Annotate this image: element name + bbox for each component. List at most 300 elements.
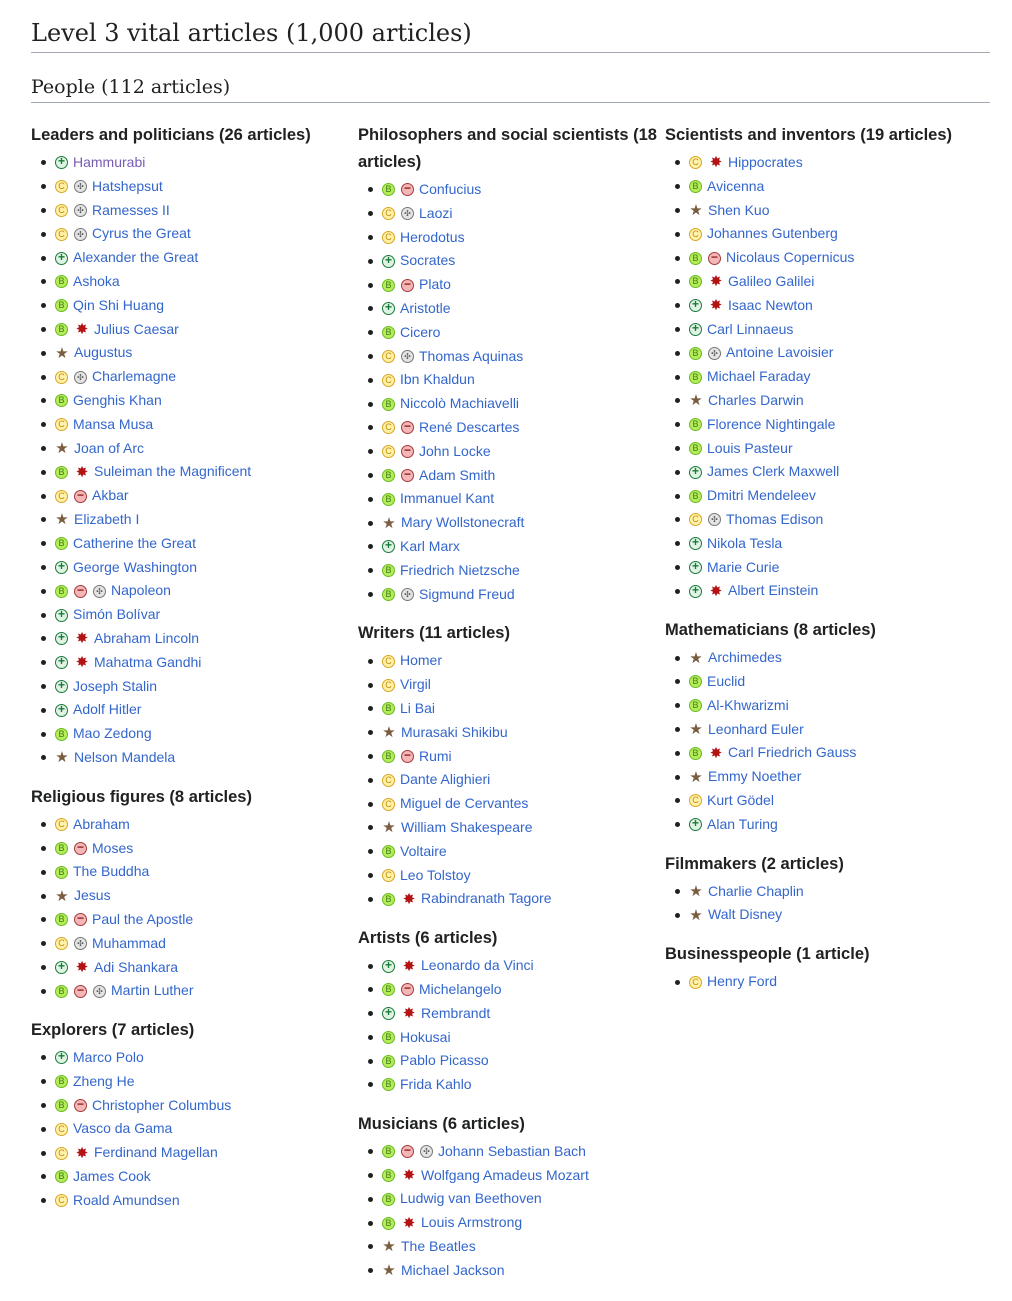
- article-link[interactable]: Akbar: [92, 487, 129, 504]
- stub-star-icon[interactable]: ★: [382, 1262, 396, 1280]
- article-link[interactable]: Karl Marx: [400, 537, 460, 554]
- b-class-icon[interactable]: B: [382, 1055, 395, 1068]
- article-link[interactable]: Genghis Khan: [73, 391, 162, 408]
- article-link[interactable]: Walt Disney: [708, 906, 783, 923]
- article-link[interactable]: Sigmund Freud: [419, 585, 515, 602]
- category-section: [31, 122, 331, 770]
- former-good-article-icon[interactable]: −: [401, 421, 414, 434]
- cleanup-icon[interactable]: ✣: [401, 207, 414, 220]
- cleanup-icon[interactable]: ✣: [74, 204, 87, 217]
- article-link[interactable]: Euclid: [707, 672, 746, 689]
- article-link[interactable]: Napoleon: [111, 582, 171, 599]
- former-good-article-icon[interactable]: −: [74, 913, 87, 926]
- cleanup-icon[interactable]: ✣: [74, 937, 87, 950]
- stub-star-icon[interactable]: ★: [689, 649, 703, 667]
- list-item: [665, 318, 990, 342]
- article-link[interactable]: Jesus: [74, 887, 111, 904]
- good-article-icon[interactable]: +: [55, 1051, 68, 1064]
- article-link[interactable]: Shen Kuo: [708, 201, 770, 218]
- article-link[interactable]: Rumi: [419, 747, 452, 764]
- list-item: [665, 532, 990, 556]
- former-good-article-icon[interactable]: −: [401, 183, 414, 196]
- article-link[interactable]: Pablo Picasso: [400, 1052, 489, 1069]
- article-link[interactable]: Kurt Gödel: [707, 791, 774, 808]
- article-link[interactable]: Abraham Lincoln: [94, 629, 200, 646]
- good-article-icon[interactable]: +: [55, 561, 68, 574]
- article-link[interactable]: Archimedes: [708, 649, 782, 666]
- b-class-icon[interactable]: B: [689, 699, 702, 712]
- article-link[interactable]: James Cook: [73, 1168, 151, 1185]
- article-list: [358, 954, 663, 1097]
- former-featured-star-icon[interactable]: ✸: [75, 654, 89, 672]
- article-link[interactable]: Marie Curie: [707, 558, 780, 575]
- good-article-icon[interactable]: +: [382, 540, 395, 553]
- good-article-icon[interactable]: +: [689, 323, 702, 336]
- article-link[interactable]: Julius Caesar: [94, 320, 179, 337]
- article-link[interactable]: Qin Shi Huang: [73, 296, 165, 313]
- b-class-icon[interactable]: B: [382, 750, 395, 763]
- article-link[interactable]: Marco Polo: [73, 1049, 144, 1066]
- former-good-article-icon[interactable]: −: [401, 750, 414, 763]
- former-featured-star-icon[interactable]: ✸: [709, 154, 723, 172]
- b-class-icon[interactable]: B: [55, 1170, 68, 1183]
- list-item: [31, 860, 331, 884]
- former-featured-star-icon[interactable]: ✸: [75, 463, 89, 481]
- list-item: [665, 789, 990, 813]
- article-list: [665, 151, 990, 603]
- article-link[interactable]: Paul the Apostle: [92, 910, 194, 927]
- former-good-article-icon[interactable]: −: [401, 983, 414, 996]
- former-featured-star-icon[interactable]: ✸: [709, 273, 723, 291]
- article-link[interactable]: Ibn Khaldun: [400, 371, 475, 388]
- good-article-icon[interactable]: +: [55, 704, 68, 717]
- bullet-icon: [368, 802, 373, 807]
- article-link[interactable]: Virgil: [400, 676, 431, 693]
- article-link[interactable]: Charlemagne: [92, 368, 177, 385]
- article-link[interactable]: Confucius: [419, 181, 482, 197]
- former-featured-star-icon[interactable]: ✸: [402, 890, 416, 908]
- stub-star-icon[interactable]: ★: [55, 749, 69, 767]
- article-link[interactable]: Ferdinand Magellan: [94, 1144, 218, 1161]
- article-link[interactable]: Abraham: [73, 815, 130, 832]
- article-link[interactable]: Leonhard Euler: [708, 720, 804, 737]
- c-class-icon[interactable]: C: [55, 204, 68, 217]
- b-class-icon[interactable]: B: [689, 347, 702, 360]
- article-link[interactable]: Albert Einstein: [728, 582, 819, 599]
- article-link[interactable]: Nicolaus Copernicus: [726, 249, 855, 266]
- former-featured-star-icon[interactable]: ✸: [75, 958, 89, 976]
- b-class-icon[interactable]: B: [689, 252, 702, 265]
- c-class-icon[interactable]: C: [382, 679, 395, 692]
- article-link[interactable]: Joseph Stalin: [73, 677, 158, 694]
- article-link[interactable]: Nelson Mandela: [74, 748, 176, 765]
- good-article-icon[interactable]: +: [689, 585, 702, 598]
- b-class-icon[interactable]: B: [55, 842, 68, 855]
- category-heading: Explorers (7 articles): [31, 1021, 195, 1040]
- cleanup-icon[interactable]: ✣: [93, 985, 106, 998]
- article-link[interactable]: Plato: [419, 276, 451, 293]
- b-class-icon[interactable]: B: [382, 326, 395, 339]
- article-link[interactable]: Li Bai: [400, 699, 436, 716]
- article-link[interactable]: John Locke: [419, 442, 491, 459]
- former-good-article-icon[interactable]: −: [708, 252, 721, 265]
- list-item: [358, 297, 663, 321]
- stub-star-icon[interactable]: ★: [689, 720, 703, 738]
- good-article-icon[interactable]: +: [382, 255, 395, 268]
- former-featured-star-icon[interactable]: ✸: [402, 1005, 416, 1023]
- c-class-icon[interactable]: C: [689, 794, 702, 807]
- article-link[interactable]: Rabindranath Tagore: [421, 890, 552, 907]
- article-link[interactable]: Aristotle: [400, 299, 451, 316]
- c-class-icon[interactable]: C: [55, 937, 68, 950]
- good-article-icon[interactable]: +: [689, 299, 702, 312]
- article-link[interactable]: Henry Ford: [707, 973, 778, 990]
- bullet-icon: [41, 846, 46, 851]
- article-link[interactable]: Johann Sebastian Bach: [438, 1142, 586, 1159]
- former-featured-star-icon[interactable]: ✸: [75, 1144, 89, 1162]
- stub-star-icon[interactable]: ★: [382, 724, 396, 742]
- article-link[interactable]: Mao Zedong: [73, 725, 152, 742]
- cleanup-icon[interactable]: ✣: [401, 588, 414, 601]
- article-link[interactable]: Mansa Musa: [73, 415, 154, 432]
- c-class-icon[interactable]: C: [382, 869, 395, 882]
- cleanup-icon[interactable]: ✣: [420, 1145, 433, 1158]
- article-link[interactable]: Thomas Aquinas: [419, 347, 524, 364]
- article-link[interactable]: Roald Amundsen: [73, 1191, 180, 1208]
- former-featured-star-icon[interactable]: ✸: [402, 957, 416, 975]
- article-link[interactable]: René Descartes: [419, 418, 520, 435]
- category-section: [665, 851, 990, 928]
- list-item: [358, 1002, 663, 1026]
- bullet-icon: [368, 592, 373, 597]
- bullet-icon: [368, 1082, 373, 1087]
- article-link[interactable]: Muhammad: [92, 934, 166, 951]
- article-link[interactable]: Cicero: [400, 323, 441, 340]
- b-class-icon[interactable]: B: [382, 893, 395, 906]
- former-featured-star-icon[interactable]: ✸: [402, 1214, 416, 1232]
- b-class-icon[interactable]: B: [55, 394, 68, 407]
- c-class-icon[interactable]: C: [55, 418, 68, 431]
- article-link[interactable]: Johannes Gutenberg: [707, 225, 838, 242]
- former-featured-star-icon[interactable]: ✸: [709, 744, 723, 762]
- former-good-article-icon[interactable]: −: [401, 279, 414, 292]
- b-class-icon[interactable]: B: [382, 493, 395, 506]
- stub-star-icon[interactable]: ★: [55, 344, 69, 362]
- c-class-icon[interactable]: C: [382, 231, 395, 244]
- article-link[interactable]: Herodotus: [400, 228, 465, 245]
- cleanup-icon[interactable]: ✣: [708, 513, 721, 526]
- stub-star-icon[interactable]: ★: [55, 511, 69, 529]
- stub-star-icon[interactable]: ★: [689, 882, 703, 900]
- c-class-icon[interactable]: C: [689, 513, 702, 526]
- stub-star-icon[interactable]: ★: [382, 1238, 396, 1256]
- article-link[interactable]: Laozi: [419, 204, 453, 221]
- article-link[interactable]: Adam Smith: [419, 466, 496, 483]
- cleanup-icon[interactable]: ✣: [74, 371, 87, 384]
- article-link[interactable]: Florence Nightingale: [707, 415, 836, 432]
- article-link[interactable]: Joan of Arc: [74, 439, 145, 456]
- bullet-icon: [675, 303, 680, 308]
- article-link[interactable]: Catherine the Great: [73, 534, 196, 551]
- article-link[interactable]: Charles Darwin: [708, 391, 804, 408]
- c-class-icon[interactable]: C: [55, 180, 68, 193]
- article-link[interactable]: Carl Linnaeus: [707, 320, 794, 337]
- b-class-icon[interactable]: B: [55, 1099, 68, 1112]
- good-article-icon[interactable]: +: [689, 561, 702, 574]
- list-item: [665, 765, 990, 789]
- c-class-icon[interactable]: C: [689, 228, 702, 241]
- article-link[interactable]: Hatshepsut: [92, 177, 163, 194]
- article-link[interactable]: Al-Khwarizmi: [707, 696, 789, 713]
- good-article-icon[interactable]: +: [382, 1007, 395, 1020]
- former-good-article-icon[interactable]: −: [74, 842, 87, 855]
- c-class-icon[interactable]: C: [382, 798, 395, 811]
- article-link[interactable]: William Shakespeare: [401, 818, 533, 835]
- list-item: [31, 413, 331, 437]
- bullet-icon: [41, 375, 46, 380]
- good-article-icon[interactable]: +: [55, 656, 68, 669]
- b-class-icon[interactable]: B: [55, 585, 68, 598]
- article-link[interactable]: Frida Kahlo: [400, 1076, 472, 1093]
- b-class-icon[interactable]: B: [55, 913, 68, 926]
- article-link[interactable]: Elizabeth I: [74, 510, 140, 527]
- b-class-icon[interactable]: B: [55, 299, 68, 312]
- article-link[interactable]: Friedrich Nietzsche: [400, 561, 520, 578]
- b-class-icon[interactable]: B: [689, 747, 702, 760]
- good-article-icon[interactable]: +: [382, 960, 395, 973]
- article-link[interactable]: The Buddha: [73, 863, 150, 880]
- good-article-icon[interactable]: +: [689, 818, 702, 831]
- article-link[interactable]: Ramesses II: [92, 201, 170, 218]
- article-link[interactable]: Louis Armstrong: [421, 1214, 523, 1231]
- article-link[interactable]: Leo Tolstoy: [400, 866, 471, 883]
- c-class-icon[interactable]: C: [382, 374, 395, 387]
- b-class-icon[interactable]: B: [382, 1145, 395, 1158]
- former-good-article-icon[interactable]: −: [401, 445, 414, 458]
- article-link[interactable]: Martin Luther: [111, 982, 194, 999]
- c-class-icon[interactable]: C: [55, 490, 68, 503]
- stub-star-icon[interactable]: ★: [689, 201, 703, 219]
- good-article-icon[interactable]: +: [689, 466, 702, 479]
- article-link[interactable]: Hokusai: [400, 1028, 451, 1045]
- b-class-icon[interactable]: B: [382, 983, 395, 996]
- b-class-icon[interactable]: B: [689, 418, 702, 431]
- article-link[interactable]: George Washington: [73, 558, 197, 575]
- bullet-icon: [41, 660, 46, 665]
- stub-star-icon[interactable]: ★: [55, 439, 69, 457]
- article-link[interactable]: Rembrandt: [421, 1004, 491, 1021]
- article-link[interactable]: Augustus: [74, 344, 133, 361]
- c-class-icon[interactable]: C: [55, 1194, 68, 1207]
- article-link[interactable]: Avicenna: [707, 177, 765, 194]
- b-class-icon[interactable]: B: [55, 866, 68, 879]
- article-link[interactable]: Homer: [400, 652, 443, 669]
- bullet-icon: [368, 378, 373, 383]
- article-link[interactable]: Alan Turing: [707, 815, 778, 832]
- good-article-icon[interactable]: +: [55, 609, 68, 622]
- b-class-icon[interactable]: B: [382, 1217, 395, 1230]
- b-class-icon[interactable]: B: [689, 371, 702, 384]
- good-article-icon[interactable]: +: [55, 632, 68, 645]
- c-class-icon[interactable]: C: [382, 445, 395, 458]
- c-class-icon[interactable]: C: [382, 774, 395, 787]
- article-link[interactable]: Vasco da Gama: [73, 1120, 173, 1137]
- former-featured-star-icon[interactable]: ✸: [709, 582, 723, 600]
- c-class-icon[interactable]: C: [55, 818, 68, 831]
- article-link[interactable]: Simón Bolívar: [73, 606, 161, 623]
- article-link[interactable]: The Beatles: [401, 1238, 476, 1255]
- article-link[interactable]: Mary Wollstonecraft: [401, 514, 525, 531]
- article-link[interactable]: Miguel de Cervantes: [400, 795, 529, 812]
- article-link[interactable]: Hippocrates: [728, 154, 803, 170]
- c-class-icon[interactable]: C: [55, 1147, 68, 1160]
- c-class-icon[interactable]: C: [382, 350, 395, 363]
- list-item: [31, 675, 331, 699]
- b-class-icon[interactable]: B: [55, 985, 68, 998]
- b-class-icon[interactable]: B: [382, 469, 395, 482]
- former-good-article-icon[interactable]: −: [401, 469, 414, 482]
- good-article-icon[interactable]: +: [55, 156, 68, 169]
- article-link[interactable]: Immanuel Kant: [400, 490, 495, 507]
- article-link[interactable]: Ludwig van Beethoven: [400, 1190, 542, 1207]
- former-featured-star-icon[interactable]: ✸: [402, 1167, 416, 1185]
- b-class-icon[interactable]: B: [689, 675, 702, 688]
- cleanup-icon[interactable]: ✣: [74, 180, 87, 193]
- article-link[interactable]: Charlie Chaplin: [708, 882, 804, 899]
- article-link[interactable]: Hammurabi: [73, 154, 146, 170]
- article-link[interactable]: Michael Jackson: [401, 1261, 505, 1278]
- article-link[interactable]: Louis Pasteur: [707, 439, 793, 456]
- article-link[interactable]: Niccolò Machiavelli: [400, 395, 520, 412]
- good-article-icon[interactable]: +: [382, 302, 395, 315]
- column-1: [31, 122, 331, 1227]
- c-class-icon[interactable]: C: [689, 976, 702, 989]
- article-link[interactable]: Leonardo da Vinci: [421, 957, 534, 974]
- article-link[interactable]: Carl Friedrich Gauss: [728, 744, 857, 761]
- former-featured-star-icon[interactable]: ✸: [709, 297, 723, 315]
- article-link[interactable]: Galileo Galilei: [728, 272, 815, 289]
- b-class-icon[interactable]: B: [55, 728, 68, 741]
- article-link[interactable]: Michelangelo: [419, 980, 502, 997]
- former-good-article-icon[interactable]: −: [401, 1145, 414, 1158]
- former-good-article-icon[interactable]: −: [74, 585, 87, 598]
- article-link[interactable]: Voltaire: [400, 842, 447, 859]
- article-link[interactable]: Cyrus the Great: [92, 225, 191, 242]
- stub-star-icon[interactable]: ★: [689, 906, 703, 924]
- cleanup-icon[interactable]: ✣: [74, 228, 87, 241]
- c-class-icon[interactable]: C: [382, 421, 395, 434]
- b-class-icon[interactable]: B: [382, 183, 395, 196]
- list-item: [358, 345, 663, 369]
- article-link[interactable]: Zheng He: [73, 1072, 135, 1089]
- list-item: [31, 908, 331, 932]
- b-class-icon[interactable]: B: [382, 1169, 395, 1182]
- article-link[interactable]: Wolfgang Amadeus Mozart: [421, 1166, 589, 1183]
- article-link[interactable]: Socrates: [400, 252, 456, 269]
- former-good-article-icon[interactable]: −: [74, 985, 87, 998]
- cleanup-icon[interactable]: ✣: [708, 347, 721, 360]
- b-class-icon[interactable]: B: [382, 845, 395, 858]
- b-class-icon[interactable]: B: [382, 1078, 395, 1091]
- article-link[interactable]: Thomas Edison: [726, 510, 824, 527]
- b-class-icon[interactable]: B: [382, 1031, 395, 1044]
- list-item: [358, 178, 663, 202]
- bullet-icon: [675, 184, 680, 189]
- article-link[interactable]: Michael Faraday: [707, 368, 811, 385]
- b-class-icon[interactable]: B: [382, 398, 395, 411]
- good-article-icon[interactable]: +: [689, 537, 702, 550]
- stub-star-icon[interactable]: ★: [689, 768, 703, 786]
- c-class-icon[interactable]: C: [55, 371, 68, 384]
- article-link[interactable]: Christopher Columbus: [92, 1096, 232, 1113]
- b-class-icon[interactable]: B: [382, 1193, 395, 1206]
- cleanup-icon[interactable]: ✣: [93, 585, 106, 598]
- former-featured-star-icon[interactable]: ✸: [75, 320, 89, 338]
- bullet-icon: [368, 187, 373, 192]
- list-item: [665, 151, 990, 175]
- b-class-icon[interactable]: B: [55, 537, 68, 550]
- c-class-icon[interactable]: C: [689, 156, 702, 169]
- article-link[interactable]: Suleiman the Magnificent: [94, 463, 252, 480]
- b-class-icon[interactable]: B: [55, 275, 68, 288]
- b-class-icon[interactable]: B: [55, 466, 68, 479]
- bullet-icon: [675, 541, 680, 546]
- former-good-article-icon[interactable]: −: [74, 1099, 87, 1112]
- good-article-icon[interactable]: +: [55, 252, 68, 265]
- article-link[interactable]: Emmy Noether: [708, 768, 802, 785]
- stub-star-icon[interactable]: ★: [382, 819, 396, 837]
- c-class-icon[interactable]: C: [55, 1123, 68, 1136]
- c-class-icon[interactable]: C: [55, 228, 68, 241]
- column-3: [665, 122, 990, 1008]
- b-class-icon[interactable]: B: [382, 588, 395, 601]
- article-link[interactable]: Adolf Hitler: [73, 701, 142, 718]
- list-item: [358, 1187, 663, 1211]
- b-class-icon[interactable]: B: [689, 490, 702, 503]
- b-class-icon[interactable]: B: [689, 442, 702, 455]
- article-link[interactable]: Alexander the Great: [73, 249, 199, 266]
- article-link[interactable]: Ashoka: [73, 272, 120, 289]
- article-link[interactable]: Adi Shankara: [94, 958, 179, 975]
- c-class-icon[interactable]: C: [382, 655, 395, 668]
- article-link[interactable]: Mahatma Gandhi: [94, 653, 202, 670]
- article-link[interactable]: James Clerk Maxwell: [707, 463, 840, 480]
- article-link[interactable]: Moses: [92, 839, 134, 856]
- stub-star-icon[interactable]: ★: [55, 887, 69, 905]
- article-link[interactable]: Isaac Newton: [728, 296, 813, 313]
- former-featured-star-icon[interactable]: ✸: [75, 630, 89, 648]
- c-class-icon[interactable]: C: [382, 207, 395, 220]
- b-class-icon[interactable]: B: [55, 1075, 68, 1088]
- article-link[interactable]: Antoine Lavoisier: [726, 344, 834, 361]
- good-article-icon[interactable]: +: [55, 961, 68, 974]
- b-class-icon[interactable]: B: [382, 279, 395, 292]
- b-class-icon[interactable]: B: [382, 564, 395, 577]
- article-link[interactable]: Dmitri Mendeleev: [707, 487, 816, 504]
- cleanup-icon[interactable]: ✣: [401, 350, 414, 363]
- article-link[interactable]: Murasaki Shikibu: [401, 723, 508, 740]
- stub-star-icon[interactable]: ★: [689, 392, 703, 410]
- article-link[interactable]: Dante Alighieri: [400, 771, 491, 788]
- b-class-icon[interactable]: B: [689, 275, 702, 288]
- former-good-article-icon[interactable]: −: [74, 490, 87, 503]
- article-link[interactable]: Nikola Tesla: [707, 534, 783, 551]
- b-class-icon[interactable]: B: [382, 702, 395, 715]
- b-class-icon[interactable]: B: [55, 323, 68, 336]
- good-article-icon[interactable]: +: [55, 680, 68, 693]
- b-class-icon[interactable]: B: [689, 180, 702, 193]
- stub-star-icon[interactable]: ★: [382, 514, 396, 532]
